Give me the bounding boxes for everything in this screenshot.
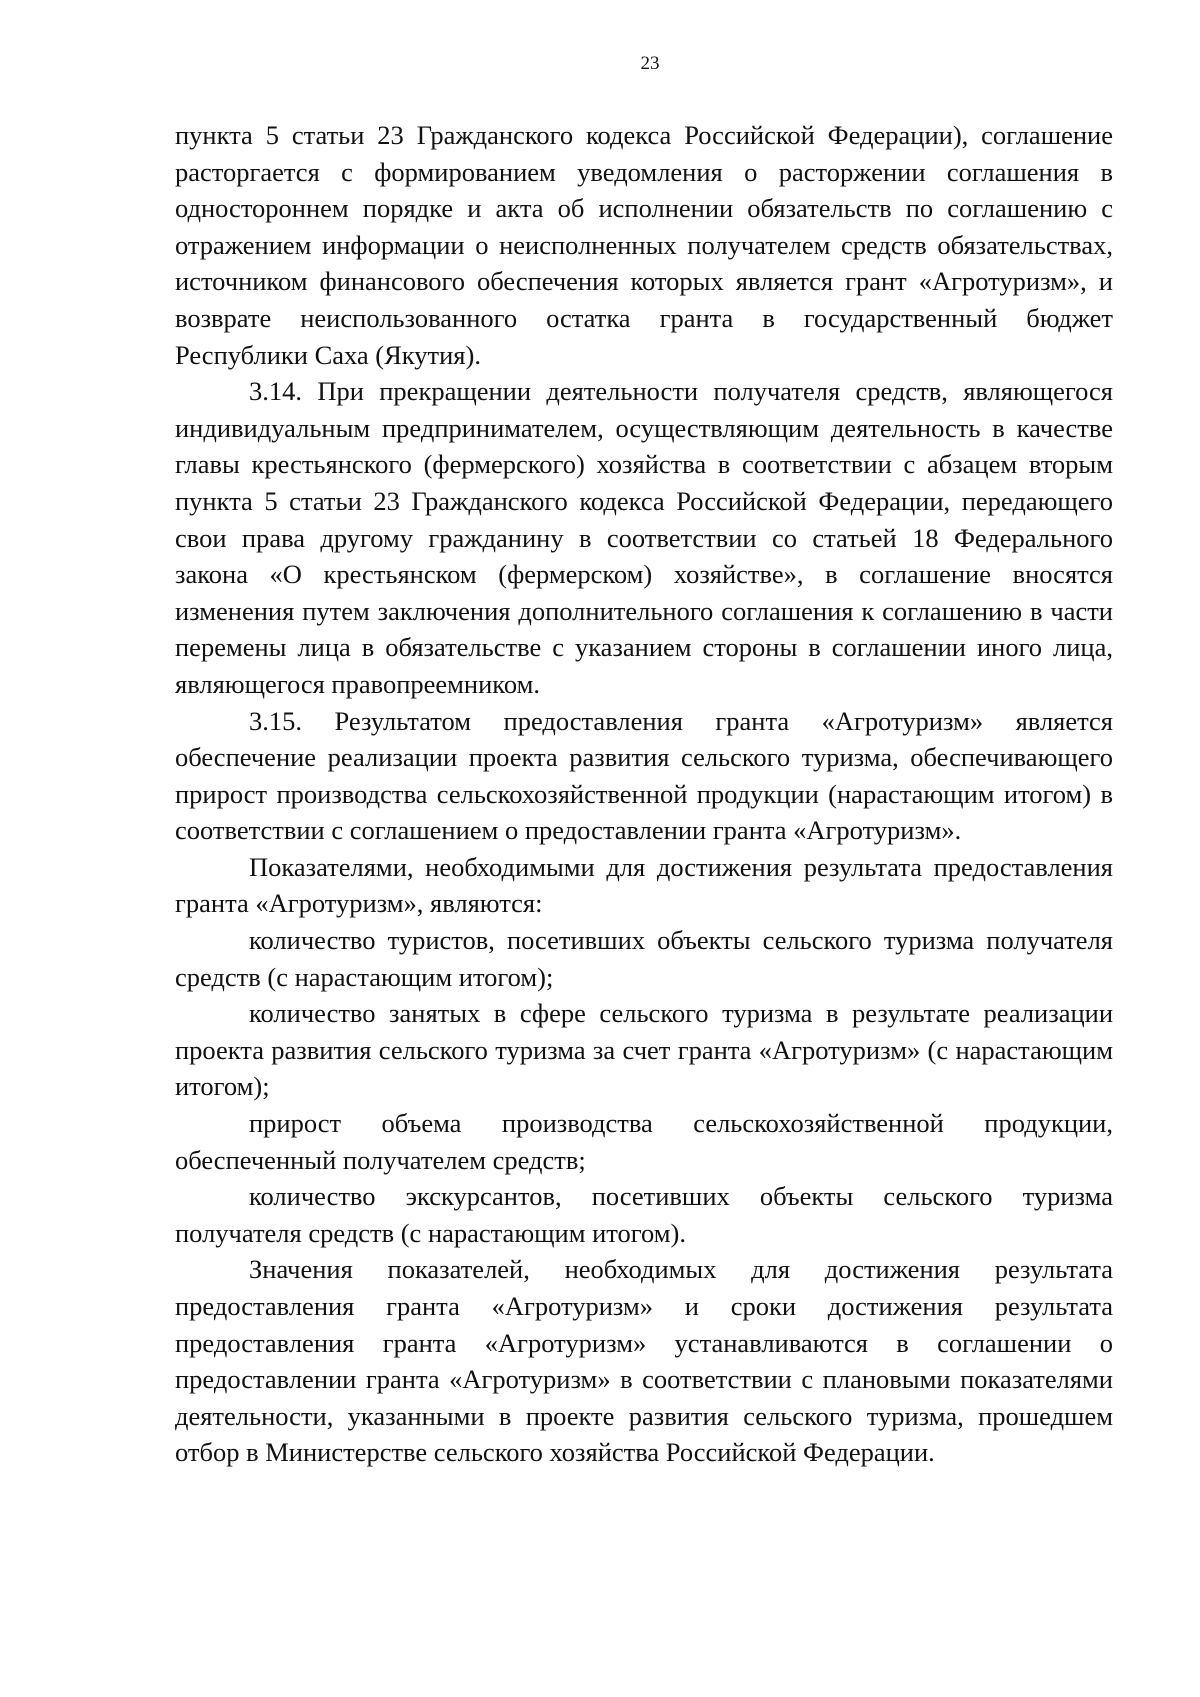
paragraph-indicator-production: прирост объема производства сельскохозяйственной продукции, обеспеченный получателем средств;: [175, 1108, 1113, 1175]
paragraph-indicators-intro: Показателями, необходимыми для достижения результата предоставления гранта «Агротуризм», являются:: [175, 851, 1113, 919]
paragraph-indicator-values: Значения показателей, необходимых для достижения результата предоставления гранта «Агротуризм» и сроки достижения результата предоставления гранта «Агротуризм» устанавливаются в соглашении о предоставлении гранта «Агротуризм» в соответствии с плановыми показателями деятельности, указанными в проекте развития сельского туризма, прошедшем отбор в Министерстве сельского хозяйства Российской Федерации.: [175, 1254, 1113, 1468]
paragraph-indicator-tourists: количество туристов, посетивших объекты сельского туризма получателя средств (с нарастающим итогом);: [175, 925, 1113, 992]
document-body: [175, 117, 1113, 1471]
paragraph-3-15: 3.15. Результатом предоставления гранта «Агротуризм» является обеспечение реализации проекта развития сельского туризма, обеспечивающего прирост производства сельскохозяйственной продукции (нарастающим итогом) в соответствии с соглашением о предоставлении гранта «Агротуризм».: [175, 705, 1113, 846]
page-number: 23: [640, 53, 660, 74]
paragraph-indicator-excursionists: количество экскурсантов, посетивших объекты сельского туризма получателя средств (с нарастающим итогом).: [175, 1181, 1113, 1248]
paragraph-continuation: пункта 5 статьи 23 Гражданского кодекса Российской Федерации), соглашение расторгается с формированием уведомления о расторжении соглашения в одностороннем порядке и акта об исполнении обязательств по соглашению с отражением информации о неисполненных получателем средств обязательствах, источником финансового обеспечения которых является грант «Агротуризм», и возврате неиспользованного остатка гранта в государственный бюджет Республики Саха (Якутия).: [175, 120, 1113, 370]
paragraph-indicator-employed: количество занятых в сфере сельского туризма в результате реализации проекта развития сельского туризма за счет гранта «Агротуризм» (с нарастающим итогом);: [175, 998, 1113, 1102]
paragraph-3-14: 3.14. При прекращении деятельности получателя средств, являющегося индивидуальным предпринимателем, осуществляющим деятельность в качестве главы крестьянского (фермерского) хозяйства в соответствии с абзацем вторым пункта 5 статьи 23 Гражданского кодекса Российской Федерации, передающего свои права другому гражданину в соответствии со статьей 18 Федерального закона «О крестьянском (фермерском) хозяйстве», в соглашение вносятся изменения путем заключения дополнительного соглашения к соглашению в части перемены лица в обязательстве с указанием стороны в соглашении иного лица, являющегося правопреемником.: [175, 376, 1113, 699]
